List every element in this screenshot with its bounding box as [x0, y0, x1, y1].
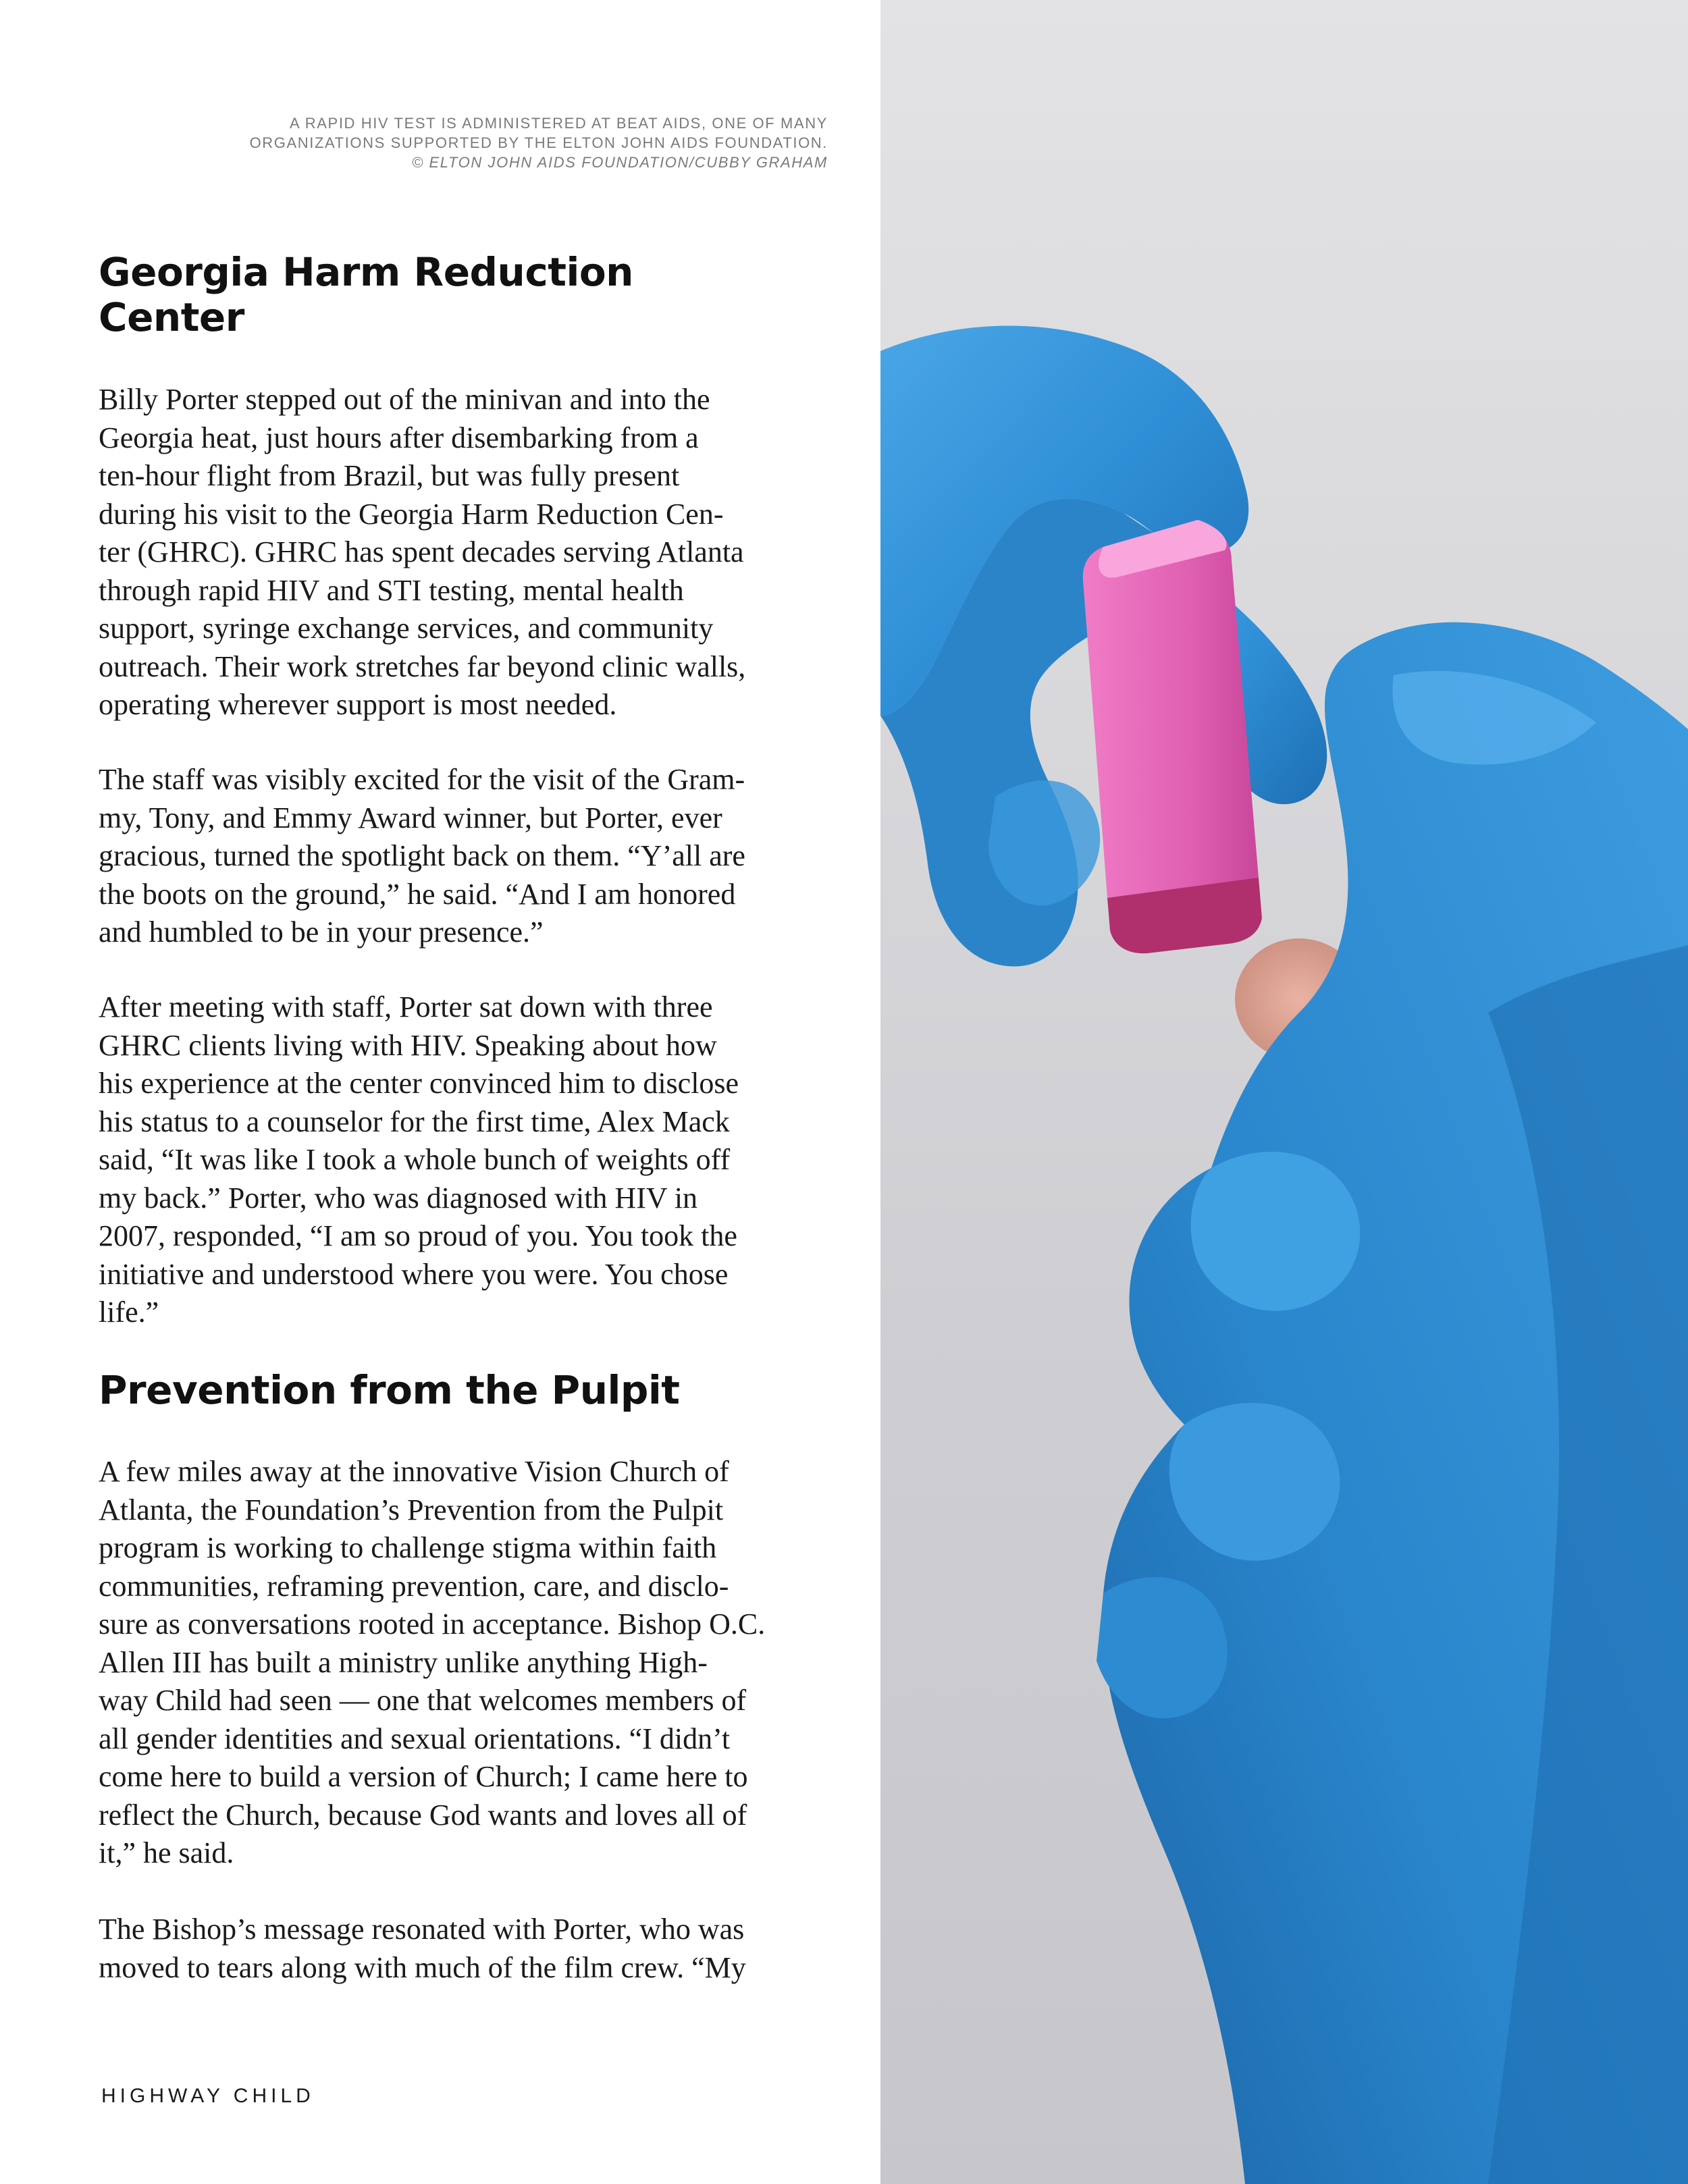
text-line: Georgia heat, just hours after disembarking from a: [99, 421, 699, 454]
photo-credit: © ELTON JOHN AIDS FOUNDATION/CUBBY GRAHAM: [412, 154, 828, 171]
text-line: A few miles away at the innovative Vision Church of: [99, 1455, 729, 1488]
body-paragraph: [99, 1911, 746, 1987]
text-line: and humbled to be in your presence.”: [99, 915, 544, 949]
heading-line: Center: [99, 294, 244, 340]
text-line: through rapid HIV and STI testing, mental health: [99, 573, 684, 607]
section-heading-prevention-from-the-pulpit: [99, 1368, 679, 1413]
text-line: Atlanta, the Foundation’s Prevention from the Pulpit: [99, 1493, 724, 1526]
text-line: it,” he said.: [99, 1836, 234, 1869]
text-line: reflect the Church, because God wants and loves all of: [99, 1798, 747, 1832]
text-line: sure as conversations rooted in acceptance. Bishop O.C.: [99, 1607, 766, 1641]
photo-caption: [99, 113, 828, 172]
caption-line-1: A RAPID HIV TEST IS ADMINISTERED AT BEAT AIDS, ONE OF MANY: [290, 115, 828, 132]
text-line: come here to build a version of Church; I came here to: [99, 1760, 748, 1793]
text-line: Allen III has built a ministry unlike anything High-: [99, 1645, 708, 1679]
text-line: his experience at the center convinced him to disclose: [99, 1067, 739, 1100]
text-line: moved to tears along with much of the film crew. “My: [99, 1950, 746, 1984]
footer-publication-label: HIGHWAY CHILD: [101, 2085, 315, 2107]
text-line: the boots on the ground,” he said. “And I am honored: [99, 877, 736, 911]
text-line: his status to a counselor for the first time, Alex Mack: [99, 1104, 730, 1138]
text-line: outreach. Their work stretches far beyond clinic walls,: [99, 649, 746, 683]
text-line: my, Tony, and Emmy Award winner, but Porter, ever: [99, 801, 722, 834]
text-line: GHRC clients living with HIV. Speaking about how: [99, 1028, 717, 1062]
text-line: life.”: [99, 1296, 159, 1329]
pink-test-cap: [1083, 520, 1262, 953]
body-paragraph: [99, 1453, 765, 1873]
text-line: ter (GHRC). GHRC has spent decades serving Atlanta: [99, 535, 744, 568]
body-paragraph: [99, 381, 745, 724]
text-line: After meeting with staff, Porter sat down with three: [99, 990, 713, 1023]
text-line: gracious, turned the spotlight back on them. “Y’all are: [99, 839, 745, 872]
text-line: program is working to challenge stigma within faith: [99, 1531, 717, 1564]
text-line: 2007, responded, “I am so proud of you. You took the: [99, 1219, 737, 1252]
text-line: The Bishop’s message resonated with Porter, who was: [99, 1913, 745, 1946]
photo-gloved-hands-hiv-test: [880, 0, 1688, 2184]
text-line: support, syringe exchange services, and community: [99, 612, 714, 645]
text-line: ten-hour flight from Brazil, but was fully present: [99, 459, 680, 492]
text-line: said, “It was like I took a whole bunch of weights off: [99, 1143, 731, 1176]
text-line: operating wherever support is most needed.: [99, 688, 617, 721]
text-line: during his visit to the Georgia Harm Reduction Cen-: [99, 497, 724, 531]
text-line: The staff was visibly excited for the visit of the Gram-: [99, 763, 745, 796]
text-line: initiative and understood where you were. You chose: [99, 1257, 729, 1291]
body-paragraph: [99, 761, 745, 952]
text-line: my back.” Porter, who was diagnosed with HIV in: [99, 1181, 698, 1215]
text-line: all gender identities and sexual orientations. “I didn’t: [99, 1722, 731, 1755]
text-line: Billy Porter stepped out of the minivan and into the: [99, 383, 710, 416]
heading-line: Prevention from the Pulpit: [99, 1367, 680, 1413]
text-line: way Child had seen — one that welcomes members of: [99, 1684, 747, 1717]
text-line: communities, reframing prevention, care, and disclo-: [99, 1569, 729, 1603]
photo-illustration: [880, 0, 1688, 2184]
body-paragraph: [99, 988, 739, 1332]
caption-line-2: ORGANIZATIONS SUPPORTED BY THE ELTON JOHN AIDS FOUNDATION.: [249, 134, 828, 151]
heading-line: Georgia Harm Reduction: [99, 249, 633, 295]
section-heading-georgia-harm-reduction: [99, 250, 633, 340]
